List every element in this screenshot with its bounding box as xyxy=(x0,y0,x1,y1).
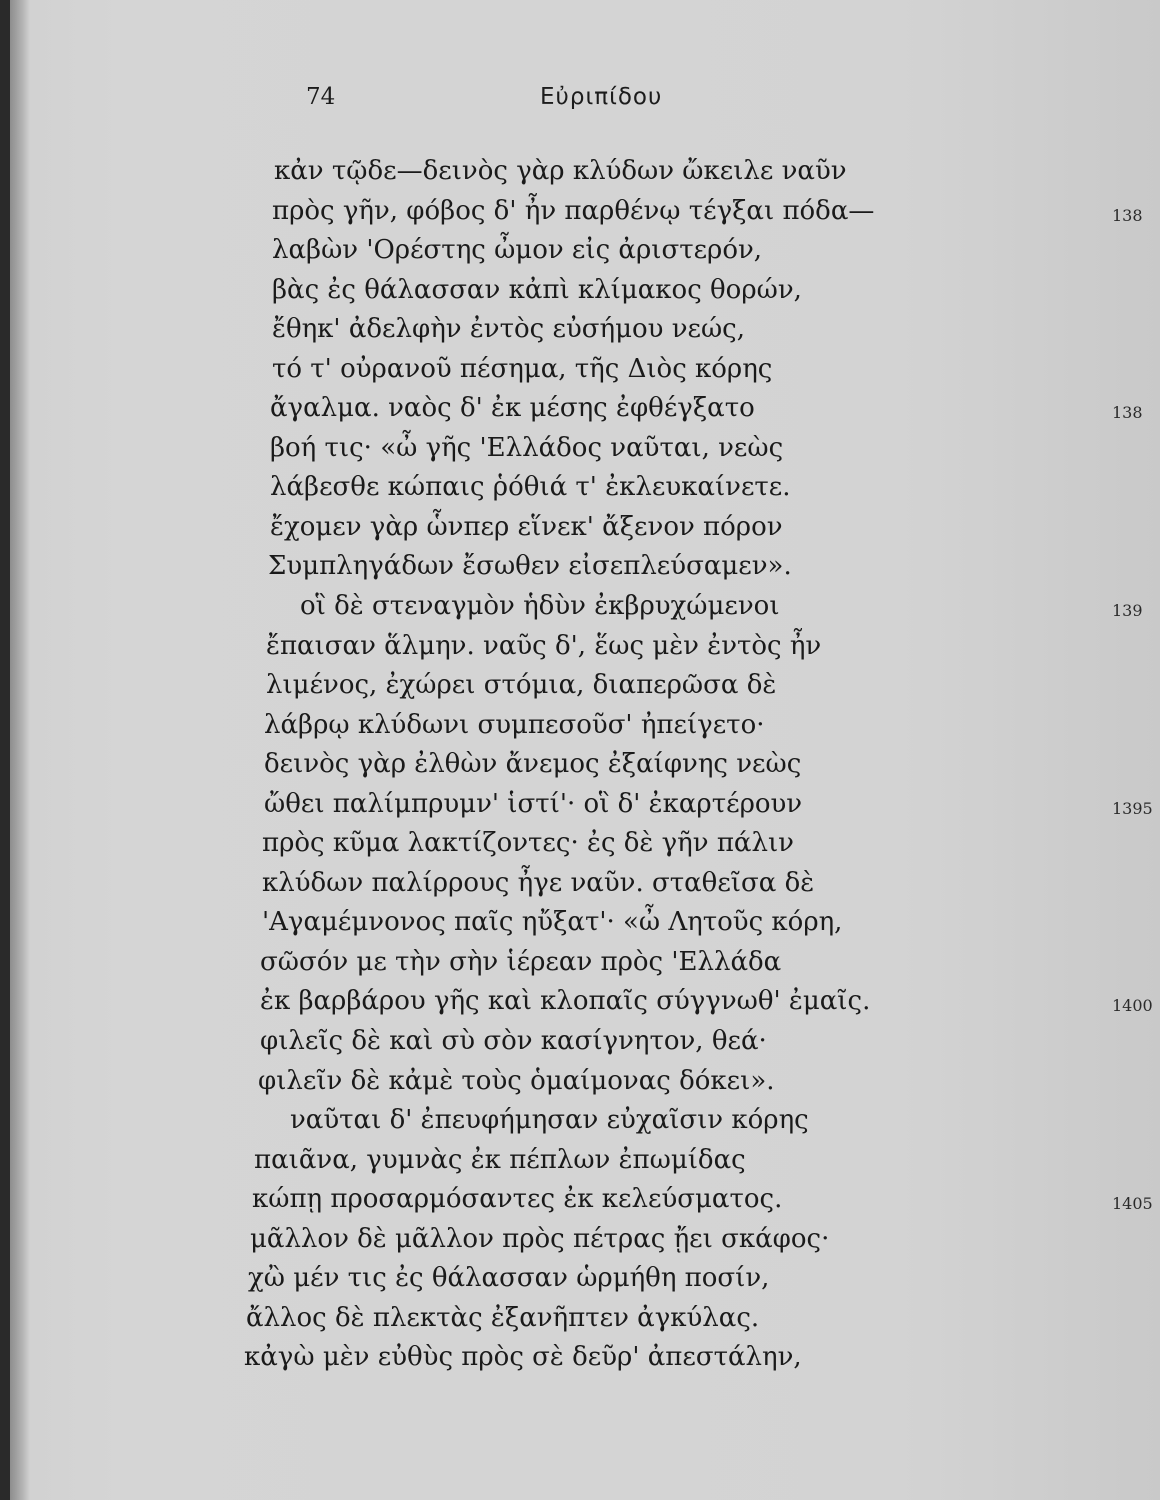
line-number: 1400 xyxy=(1112,996,1153,1016)
line-text: λάβρῳ κλύδωνι συμπεσοῦσ' ἠπείγετο· xyxy=(264,709,765,740)
line-text: ἄγαλμα. ναὸς δ' ἐκ μέσης ἐφθέγξατο xyxy=(270,393,755,424)
verse-line xyxy=(0,1141,1160,1181)
line-text: τό τ' οὐρανοῦ πέσημα, τῆς Διὸς κόρης xyxy=(272,353,773,384)
line-text: ἔθηκ' ἀδελφὴν ἐντὸς εὐσήμου νεώς, xyxy=(272,314,746,345)
line-number: 138 xyxy=(1112,403,1143,423)
line-text: βὰς ἐς θάλασσαν κἀπὶ κλίμακος θορών, xyxy=(272,274,802,305)
verse-line xyxy=(0,231,1160,271)
verse-line xyxy=(0,1180,1160,1220)
line-text: φιλεῖν δὲ κἀμὲ τοὺς ὁμαίμονας δόκει». xyxy=(258,1065,775,1096)
line-text: κἀγὼ μὲν εὐθὺς πρὸς σὲ δεῦρ' ἀπεστάλην, xyxy=(244,1342,802,1373)
verse-line xyxy=(0,627,1160,667)
line-text: βοή τις· «ὦ γῆς 'Ελλάδος ναῦται, νεὼς xyxy=(270,432,784,463)
verse-line xyxy=(0,903,1160,943)
line-text: πρὸς γῆν, φόβος δ' ἦν παρθένῳ τέγξαι πόδα— xyxy=(272,195,875,226)
verse-line xyxy=(0,350,1160,390)
verse-line xyxy=(0,745,1160,785)
verse-line xyxy=(0,1062,1160,1102)
line-text: φιλεῖς δὲ καὶ σὺ σὸν κασίγνητον, θεά· xyxy=(260,1026,767,1057)
running-title: Εὐριπίδου xyxy=(540,84,663,110)
line-text: λαβὼν 'Ορέστης ὦμον εἰς ἀριστερόν, xyxy=(272,235,763,266)
verse-line xyxy=(0,468,1160,508)
page-number: 74 xyxy=(306,84,336,110)
line-text: ἔχομεν γὰρ ὧνπερ εἵνεκ' ἄξενον πόρον xyxy=(270,511,783,542)
verse-line xyxy=(0,785,1160,825)
line-text: ναῦται δ' ἐπευφήμησαν εὐχαῖσιν κόρης xyxy=(290,1105,809,1136)
verse-line xyxy=(0,1101,1160,1141)
line-number: 1395 xyxy=(1112,798,1153,818)
verse-line xyxy=(0,864,1160,904)
verse-line xyxy=(0,1299,1160,1339)
verse-line xyxy=(0,1338,1160,1378)
verse-block xyxy=(0,152,1160,1378)
line-text: ἔπαισαν ἅλμην. ναῦς δ', ἕως μὲν ἐντὸς ἦν xyxy=(266,630,822,661)
verse-line xyxy=(0,666,1160,706)
verse-line xyxy=(0,192,1160,232)
line-number: 139 xyxy=(1112,601,1143,621)
verse-line xyxy=(0,429,1160,469)
line-text: οἳ δὲ στεναγμὸν ἡδὺν ἐκβρυχώμενοι xyxy=(300,591,780,622)
verse-line xyxy=(0,310,1160,350)
line-text: κώπῃ προσαρμόσαντες ἐκ κελεύσματος. xyxy=(252,1184,783,1215)
line-text: κλύδων παλίρρους ἦγε ναῦν. σταθεῖσα δὲ xyxy=(262,867,815,898)
line-text: σῶσόν με τὴν σὴν ἱέρεαν πρὸς 'Ελλάδα xyxy=(260,946,782,977)
line-text: μᾶλλον δὲ μᾶλλον πρὸς πέτρας ᾔει σκάφος· xyxy=(250,1223,830,1254)
line-text: κἀν τῷδε—δεινὸς γὰρ κλύδων ὤκειλε ναῦν xyxy=(274,156,847,186)
line-text: Συμπληγάδων ἔσωθεν εἰσεπλεύσαμεν». xyxy=(268,551,792,582)
page-header xyxy=(0,84,1160,120)
line-number: 1405 xyxy=(1112,1194,1153,1214)
line-text: ὤθει παλίμπρυμν' ἱστί'· οἳ δ' ἐκαρτέρουν xyxy=(264,788,803,819)
line-number: 138 xyxy=(1112,205,1143,225)
verse-line xyxy=(0,1022,1160,1062)
verse-line xyxy=(0,389,1160,429)
verse-line xyxy=(0,547,1160,587)
verse-line xyxy=(0,982,1160,1022)
verse-line xyxy=(0,943,1160,983)
line-text: λάβεσθε κώπαις ῥόθιά τ' ἐκλευκαίνετε. xyxy=(270,472,791,503)
verse-line xyxy=(0,1220,1160,1260)
verse-line xyxy=(0,152,1160,192)
verse-line xyxy=(0,1259,1160,1299)
line-text: λιμένος, ἐχώρει στόμια, διαπερῶσα δὲ xyxy=(266,670,777,701)
line-text: χὢ μέν τις ἐς θάλασσαν ὡρμήθη ποσίν, xyxy=(248,1263,770,1294)
line-text: δεινὸς γὰρ ἐλθὼν ἄνεμος ἐξαίφνης νεὼς xyxy=(264,749,802,780)
line-text: πρὸς κῦμα λακτίζοντες· ἐς δὲ γῆν πάλιν xyxy=(262,828,794,859)
line-text: ἄλλος δὲ πλεκτὰς ἐξανῆπτεν ἀγκύλας. xyxy=(246,1302,760,1333)
line-text: ἐκ βαρβάρου γῆς καὶ κλοπαῖς σύγγνωθ' ἐμαῖς. xyxy=(260,986,871,1017)
line-text: 'Αγαμέμνονος παῖς ηὔξατ'· «ὦ Λητοῦς κόρη, xyxy=(262,907,843,938)
verse-line xyxy=(0,508,1160,548)
verse-line xyxy=(0,824,1160,864)
line-text: παιᾶνα, γυμνὰς ἐκ πέπλων ἐπωμίδας xyxy=(254,1144,746,1175)
verse-line xyxy=(0,587,1160,627)
verse-line xyxy=(0,271,1160,311)
verse-line xyxy=(0,706,1160,746)
